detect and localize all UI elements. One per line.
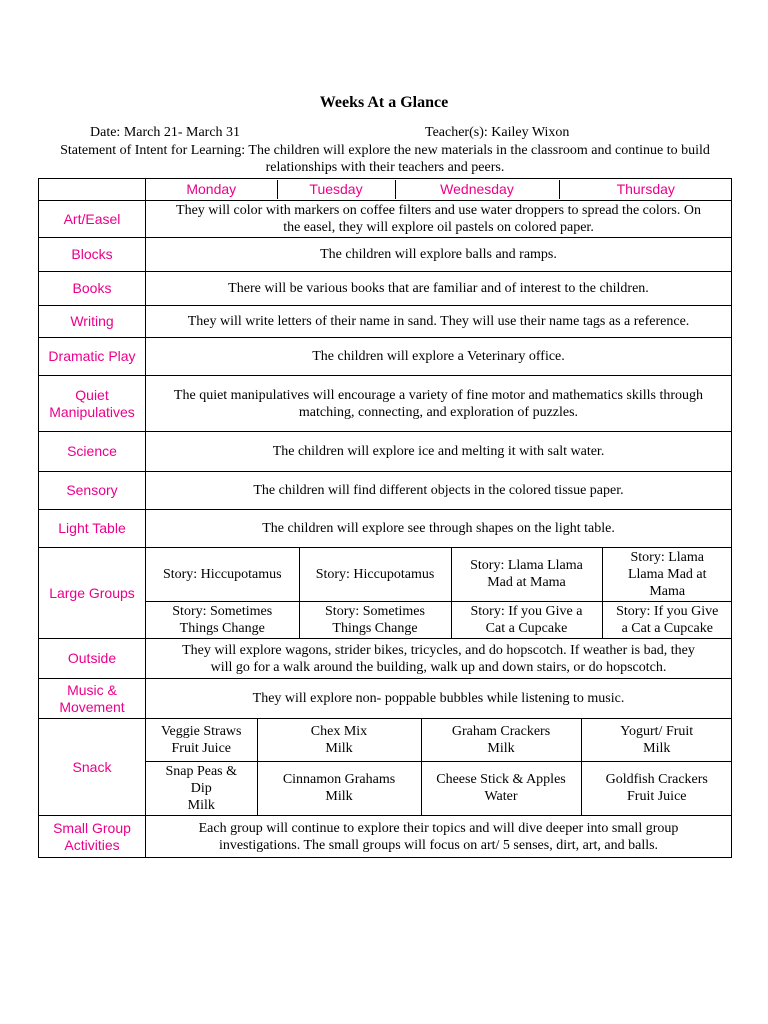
activity-blocks: The children will explore balls and ramps. bbox=[146, 238, 732, 272]
activity-line: The quiet manipulatives will encourage a variety of fine motor and mathematics skills through bbox=[173, 387, 704, 403]
snack-grid-cell bbox=[146, 719, 732, 816]
story-line: Llama Mad at bbox=[627, 566, 707, 582]
snack-line: Veggie Straws bbox=[161, 723, 242, 739]
category-label-line: Movement bbox=[59, 698, 125, 715]
story-line: Cat a Cupcake bbox=[485, 620, 568, 636]
snack-tuesday-2 bbox=[257, 761, 421, 815]
story-line: Things Change bbox=[332, 620, 418, 636]
snack-line: Milk bbox=[187, 797, 215, 813]
snack-line: Dip bbox=[190, 780, 212, 796]
table-row-music-movement bbox=[39, 679, 732, 719]
story-line: Story: If you Give bbox=[616, 603, 719, 619]
date-range: Date: March 21- March 31 bbox=[90, 125, 241, 140]
story-line: Story: Llama bbox=[630, 549, 704, 565]
category-label-small-group bbox=[39, 816, 146, 858]
snack-wednesday-1 bbox=[421, 719, 581, 761]
large-group-tuesday-1 bbox=[299, 548, 451, 601]
large-groups-grid bbox=[146, 548, 732, 638]
activity-music-movement: They will explore non- poppable bubbles while listening to music. bbox=[146, 679, 732, 719]
activity-books: There will be various books that are familiar and of interest to the children. bbox=[146, 272, 732, 306]
snack-line: Fruit Juice bbox=[627, 789, 687, 805]
table-row-writing bbox=[39, 306, 732, 338]
snack-line: Milk bbox=[325, 789, 353, 805]
table-row-sensory bbox=[39, 472, 732, 510]
snack-line: Milk bbox=[487, 740, 515, 756]
snack-thursday-1 bbox=[581, 719, 732, 761]
story-line: Story: Sometimes bbox=[172, 603, 273, 619]
table-row-small-group bbox=[39, 816, 732, 858]
activity-small-group bbox=[146, 816, 732, 858]
snack-line: Yogurt/ Fruit bbox=[620, 723, 694, 739]
large-group-thursday-2 bbox=[602, 601, 732, 638]
snack-line: Water bbox=[484, 789, 518, 805]
large-group-wednesday-1 bbox=[451, 548, 602, 601]
large-groups-grid-cell bbox=[146, 548, 732, 639]
table-row-dramatic-play bbox=[39, 338, 732, 376]
activity-light-table: The children will explore see through shapes on the light table. bbox=[146, 510, 732, 548]
snack-line: Cinnamon Grahams bbox=[282, 772, 396, 788]
table-row-light-table bbox=[39, 510, 732, 548]
category-label-dramatic-play: Dramatic Play bbox=[39, 338, 146, 376]
days-header-cell bbox=[146, 179, 732, 201]
teacher-name: Teacher(s): Kailey Wixon bbox=[425, 125, 570, 140]
table-row-art-easel bbox=[39, 201, 732, 238]
table-row-books bbox=[39, 272, 732, 306]
activity-line: They will explore wagons, strider bikes, tricycles, and do hopscotch. If weather is bad, they bbox=[182, 642, 695, 658]
large-group-tuesday-2 bbox=[299, 601, 451, 638]
statement-of-intent bbox=[30, 142, 740, 176]
category-label-snack: Snack bbox=[39, 719, 146, 816]
snack-line: Goldfish Crackers bbox=[605, 772, 708, 788]
activity-line: will go for a walk around the building, walk up and down stairs, or do hopscotch. bbox=[210, 659, 667, 675]
snack-monday-2 bbox=[146, 761, 257, 815]
activity-line: Each group will continue to explore their topics and will dive deeper into small group bbox=[198, 820, 679, 836]
activity-line: investigations. The small groups will focus on art/ 5 senses, dirt, art, and balls. bbox=[218, 837, 659, 853]
category-label-science: Science bbox=[39, 432, 146, 472]
activity-art-easel bbox=[146, 201, 732, 238]
large-group-wednesday-2 bbox=[451, 601, 602, 638]
story-line: Mama bbox=[649, 583, 686, 599]
category-label-line: Activities bbox=[64, 836, 120, 853]
snack-line: Milk bbox=[325, 740, 353, 756]
category-label-line: Music & bbox=[67, 681, 117, 698]
snack-wednesday-2 bbox=[421, 761, 581, 815]
story-line: Mad at Mama bbox=[487, 575, 566, 591]
snack-line: Snap Peas & bbox=[165, 763, 238, 779]
category-label-large-groups: Large Groups bbox=[39, 548, 146, 639]
activity-science: The children will explore ice and melting it with salt water. bbox=[146, 432, 732, 472]
category-label-blocks: Blocks bbox=[39, 238, 146, 272]
story-line: Story: Hiccupotamus bbox=[315, 566, 435, 582]
snack-line: Milk bbox=[643, 740, 671, 756]
table-row-snack bbox=[39, 719, 732, 816]
snack-line: Graham Crackers bbox=[451, 723, 551, 739]
category-label-line: Quiet bbox=[75, 386, 109, 403]
weekly-schedule-table bbox=[38, 178, 732, 858]
day-header-wednesday: Wednesday bbox=[395, 180, 559, 199]
activity-dramatic-play: The children will explore a Veterinary office. bbox=[146, 338, 732, 376]
category-label-quiet-manipulatives bbox=[39, 376, 146, 432]
large-group-thursday-1 bbox=[602, 548, 732, 601]
statement-line-1: Statement of Intent for Learning: The children will explore the new materials in the classroom and continue to build bbox=[60, 143, 710, 158]
story-line: a Cat a Cupcake bbox=[621, 620, 713, 636]
table-row-quiet-manipulatives bbox=[39, 376, 732, 432]
category-label-light-table: Light Table bbox=[39, 510, 146, 548]
activity-writing: They will write letters of their name in sand. They will use their name tags as a reference. bbox=[146, 306, 732, 338]
statement-line-2: relationships with their teachers and peers. bbox=[265, 160, 505, 175]
activity-line: matching, connecting, and exploration of puzzles. bbox=[298, 404, 579, 420]
table-row-large-groups bbox=[39, 548, 732, 639]
header-corner-cell bbox=[39, 179, 146, 201]
category-label-writing: Writing bbox=[39, 306, 146, 338]
activity-line: They will color with markers on coffee filters and use water droppers to spread the colors. On bbox=[176, 203, 701, 218]
category-label-line: Small Group bbox=[53, 819, 131, 836]
story-line: Story: If you Give a bbox=[470, 603, 583, 619]
story-line: Things Change bbox=[179, 620, 265, 636]
snack-tuesday-1 bbox=[257, 719, 421, 761]
snack-line: Fruit Juice bbox=[171, 740, 231, 756]
category-label-line: Manipulatives bbox=[49, 403, 135, 420]
day-header-thursday: Thursday bbox=[559, 180, 732, 199]
table-row-science bbox=[39, 432, 732, 472]
category-label-outside: Outside bbox=[39, 639, 146, 679]
table-row-blocks bbox=[39, 238, 732, 272]
table-row-outside bbox=[39, 639, 732, 679]
category-label-art-easel: Art/Easel bbox=[39, 201, 146, 238]
category-label-books: Books bbox=[39, 272, 146, 306]
story-line: Story: Hiccupotamus bbox=[162, 566, 282, 582]
snack-line: Cheese Stick & Apples bbox=[436, 772, 566, 788]
activity-outside bbox=[146, 639, 732, 679]
activity-line: the easel, they will explore oil pastels on colored paper. bbox=[283, 220, 594, 235]
page-title: Weeks At a Glance bbox=[319, 94, 449, 111]
story-line: Story: Llama Llama bbox=[470, 558, 583, 574]
category-label-sensory: Sensory bbox=[39, 472, 146, 510]
snack-monday-1 bbox=[146, 719, 257, 761]
day-header-monday: Monday bbox=[146, 180, 277, 199]
day-header-tuesday: Tuesday bbox=[277, 180, 395, 199]
snack-line: Chex Mix bbox=[310, 723, 368, 739]
category-label-music-movement bbox=[39, 679, 146, 719]
activity-quiet-manipulatives bbox=[146, 376, 732, 432]
activity-sensory: The children will find different objects in the colored tissue paper. bbox=[146, 472, 732, 510]
story-line: Story: Sometimes bbox=[325, 603, 425, 619]
large-group-monday-2 bbox=[146, 601, 299, 638]
days-header-row bbox=[39, 179, 732, 201]
large-group-monday-1 bbox=[146, 548, 299, 601]
snack-thursday-2 bbox=[581, 761, 732, 815]
snack-grid bbox=[146, 719, 732, 815]
